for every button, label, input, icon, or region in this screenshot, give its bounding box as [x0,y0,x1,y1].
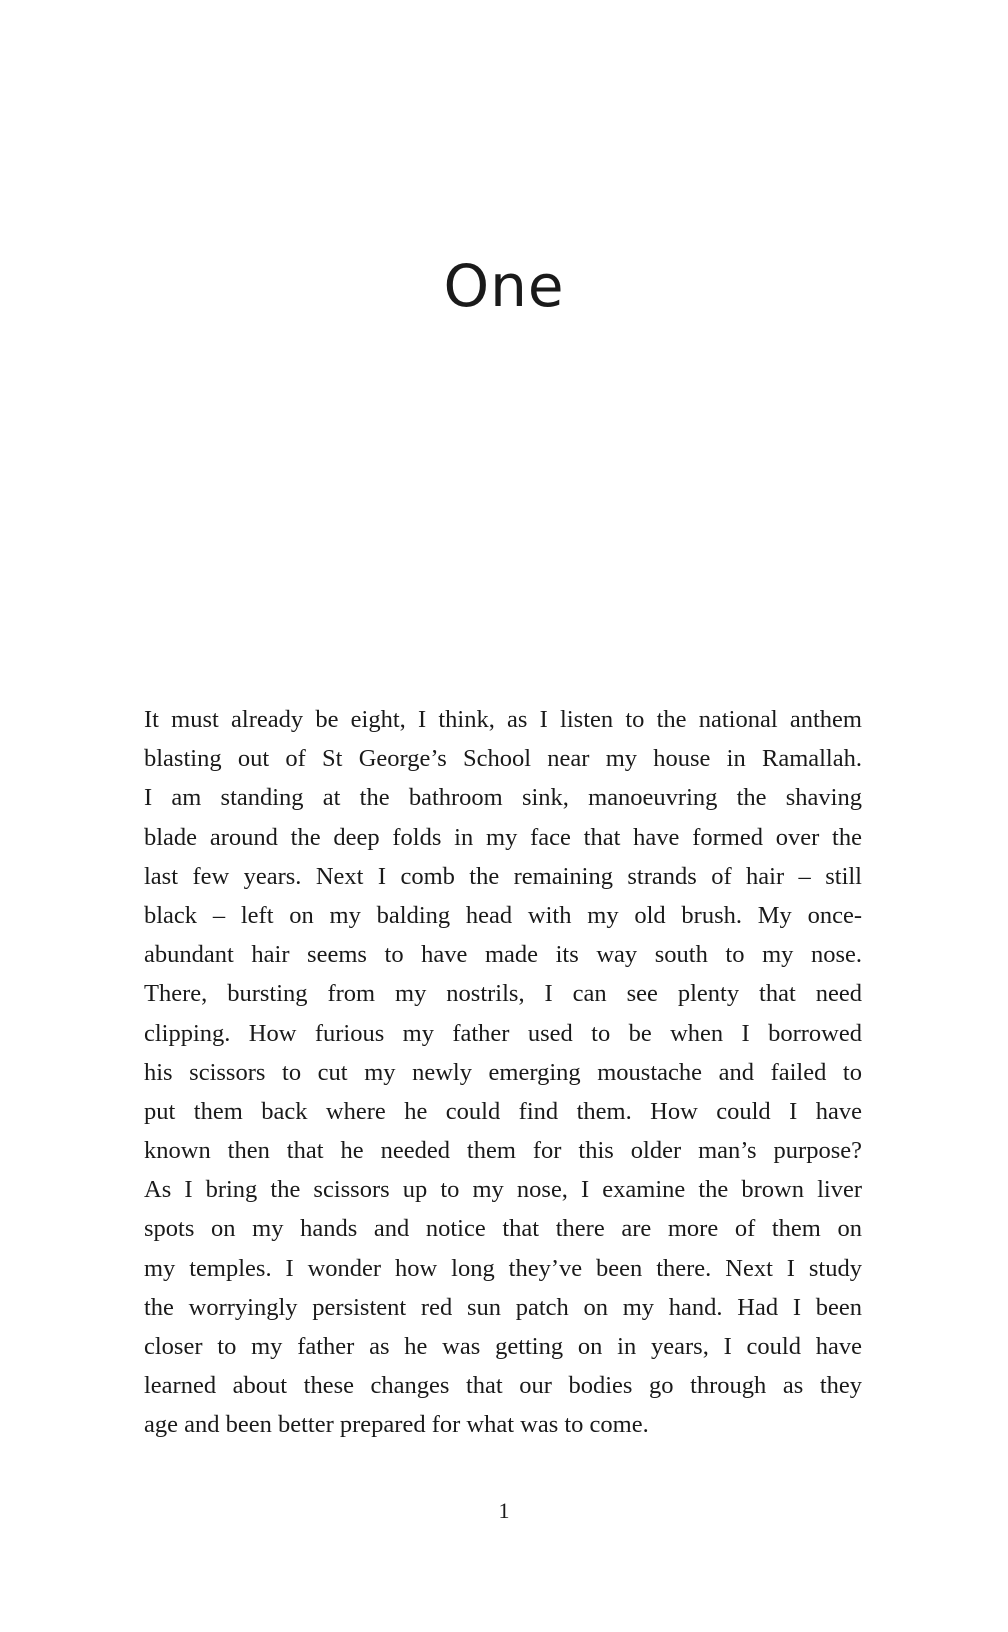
text-line: abundant hair seems to have made its way south to my nose. [144,941,862,969]
text-line: It must already be eight, I think, as I listen to the national anthem [144,706,862,733]
text-line: my temples. I wonder how long they’ve been there. Next I study [144,1254,862,1282]
text-line: learned about these changes that our bodies go through as they [144,1372,862,1400]
body-paragraph [144,700,862,1445]
text-line: clipping. How furious my father used to be when I borrowed [144,1019,862,1047]
text-line: blasting out of St George’s School near my house in Ramallah. [144,745,862,773]
text-line: blade around the deep folds in my face that have formed over the [144,823,862,851]
text-line: his scissors to cut my newly emerging moustache and failed to [144,1058,862,1086]
text-line: known then that he needed them for this older man’s purpose? [144,1137,862,1165]
text-line: last few years. Next I comb the remaining strands of hair – still [144,862,862,890]
text-line: I am standing at the bathroom sink, manoeuvring the shaving [144,784,862,812]
text-line: There, bursting from my nostrils, I can see plenty that need [144,980,862,1008]
page-number: 1 [498,1498,510,1523]
text-line: black – left on my balding head with my old brush. My once- [144,901,862,929]
text-line: put them back where he could find them. How could I have [144,1097,862,1125]
text-line: age and been better prepared for what was to come. [144,1411,649,1439]
chapter-title: One [443,252,565,320]
text-line: closer to my father as he was getting on in years, I could have [144,1333,862,1360]
text-line: the worryingly persistent red sun patch on my hand. Had I been [144,1293,862,1321]
text-line: spots on my hands and notice that there are more of them on [144,1215,862,1243]
text-line: As I bring the scissors up to my nose, I examine the brown liver [144,1176,862,1204]
